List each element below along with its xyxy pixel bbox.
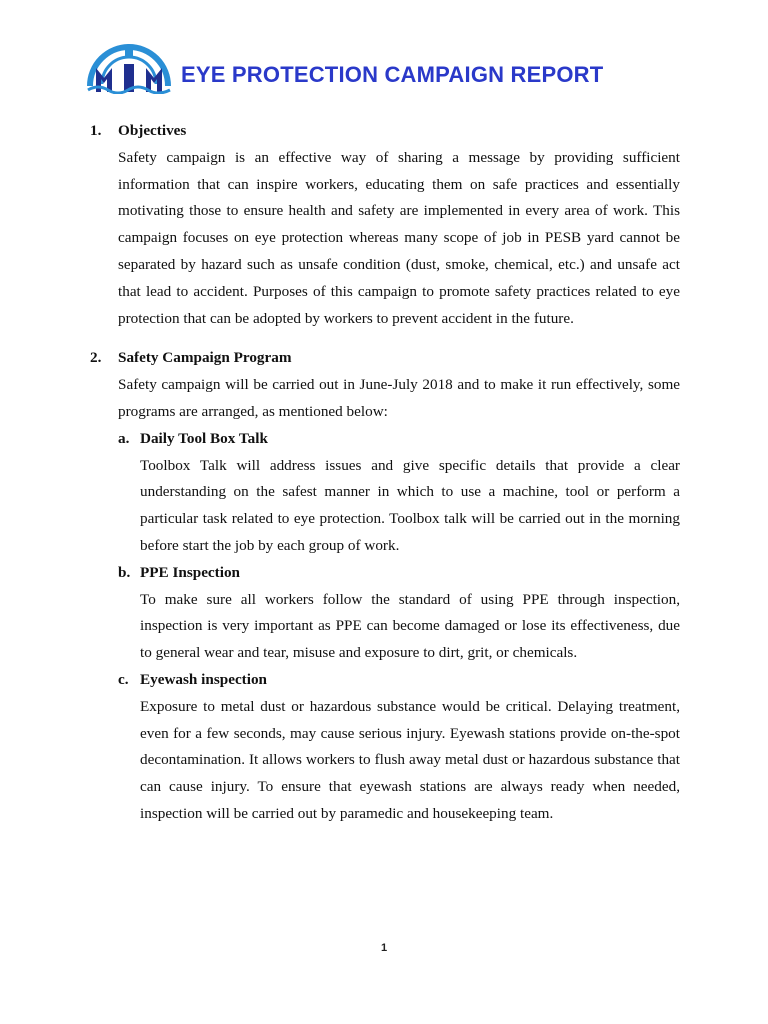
subsection-letter: c. [118,670,129,688]
objectives-paragraph: Safety campaign is an effective way of sharing a message by providing sufficient information that can inspire workers, educating them on safe practices and essentially motivating those to ensure health and safety are implemented in every area of work. This campaign focuses on eye protection whereas many scope of job in PESB yard cannot be separated by hazard such as unsafe condition (dust, smoke, chemical, etc.) and unsafe act that lead to accident. Purposes of this campaign to promote safety practices related to eye protection that can be adopted by workers to prevent accident in the future. [118,148,680,327]
section-heading-objectives [90,118,680,145]
toolbox-talk-paragraph: Toolbox Talk will address issues and give specific details that provide a clear understanding on the safest manner in which to use a machine, tool or perform a particular task related to eye protection. Toolbox talk will be carried out in the morning before start the job by each group of work. [140,456,680,554]
page-number: 1 [380,942,388,954]
subsection-title: PPE Inspection [140,563,240,581]
report-body [90,118,680,828]
ppe-inspection-paragraph: To make sure all workers follow the standard of using PPE through inspection, inspection is very important as PPE can become damaged or lose its effectiveness, due to general wear and tear, misuse and exposure to dirt, grit, or chemicals. [140,590,680,662]
eyewash-inspection-paragraph: Exposure to metal dust or hazardous substance would be critical. Delaying treatment, even for a few seconds, may cause serious injury. Eyewash stations provide on-the-spot decontamination. It allows workers to flush away metal dust or hazardous substance that can cause injury. To ensure that eyewash stations are always ready when needed, inspection will be carried out by paramedic and housekeeping team. [140,697,680,822]
subsection-letter: a. [118,429,130,447]
company-logo-icon [84,34,174,94]
section-number: 2. [90,349,102,367]
subsection-heading-toolbox-talk [90,426,680,453]
section-heading-program [90,345,680,372]
subsection-heading-eyewash-inspection [90,667,680,694]
section-title: Objectives [118,122,187,139]
section-number: 1. [90,122,102,139]
section-title: Safety Campaign Program [118,349,292,367]
subsection-title: Eyewash inspection [140,670,268,688]
report-title: EYE PROTECTION CAMPAIGN REPORT [181,62,604,87]
subsection-letter: b. [118,563,131,581]
subsection-heading-ppe-inspection [90,560,680,587]
subsection-title: Daily Tool Box Talk [140,429,268,447]
program-paragraph: Safety campaign will be carried out in June-July 2018 and to make it run effectively, some programs are arranged, as mentioned below: [118,376,680,420]
report-header [84,34,644,98]
